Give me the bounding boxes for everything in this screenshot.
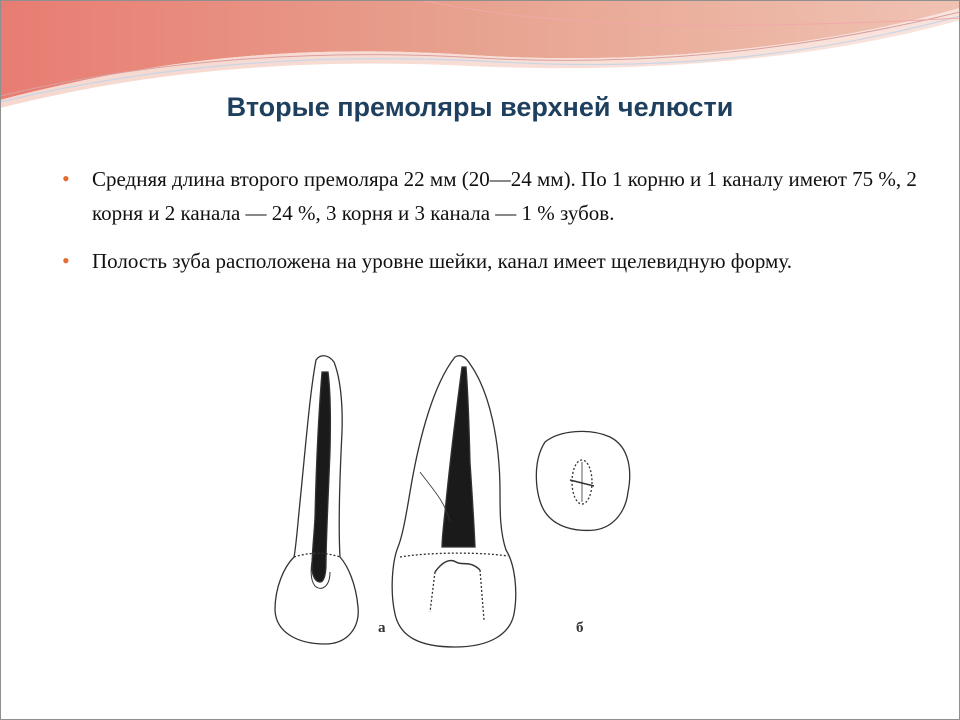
figure-label-b: б [576,620,584,636]
figure-label-a: а [378,620,386,636]
slide-title: Вторые премоляры верхней челюсти [226,92,734,122]
bullet-text: Полость зуба расположена на уровне шейки, канал имеет щелевидную форму. [92,249,792,273]
bullet-marker-icon: • [62,248,70,273]
bullet-text: Средняя длина второго премоляра 22 мм (20—24 мм). По 1 корню и 1 каналу имеют 75 %, 2 корня и 2 канала — 24 %, 3 корня и 3 канала — 1 % зубов. [92,167,917,225]
bullet-marker-icon: • [62,166,70,191]
